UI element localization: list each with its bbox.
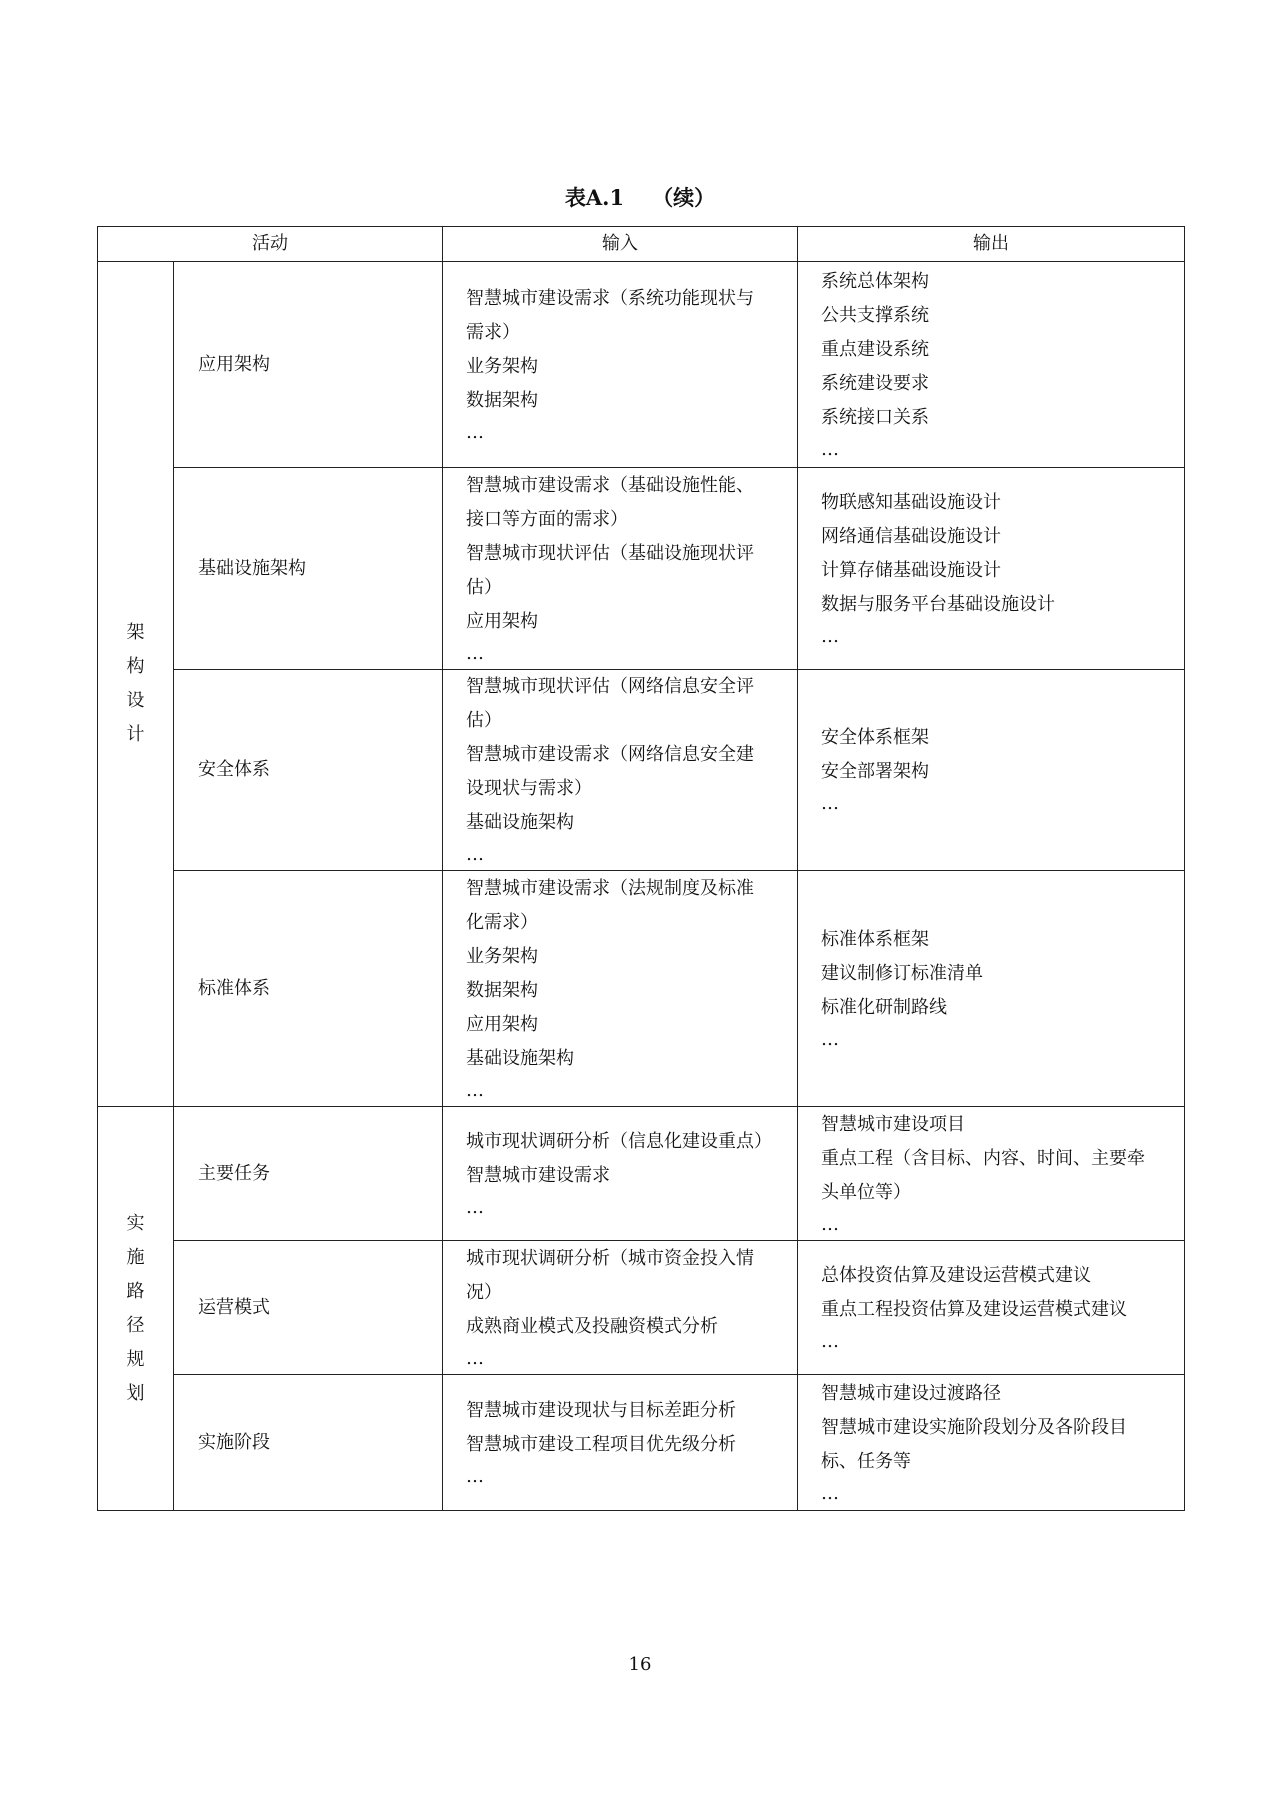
output-cell-line: 智慧城市建设过渡路径 — [821, 1382, 1001, 1404]
table-caption — [0, 183, 1280, 213]
input-cell — [443, 670, 798, 871]
output-cell-line: 标准化研制路线 — [821, 996, 947, 1018]
input-cell-line: 智慧城市现状评估（网络信息安全评 — [466, 676, 754, 697]
output-cell-line: 系统接口关系 — [821, 406, 929, 428]
input-cell-line: 应用架构 — [466, 610, 538, 632]
activity-cell: 安全体系 — [174, 670, 443, 871]
input-cell-line: 成熟商业模式及投融资模式分析 — [466, 1315, 718, 1337]
header-output: 输出 — [798, 227, 1185, 262]
output-cell — [798, 1375, 1185, 1511]
input-cell-line: 智慧城市建设工程项目优先级分析 — [466, 1433, 736, 1455]
category-char: 径 — [126, 1314, 145, 1336]
header-activity: 活动 — [98, 227, 443, 262]
input-cell-line: 业务架构 — [466, 945, 538, 967]
output-cell-line: 计算存储基础设施设计 — [821, 559, 1001, 581]
input-cell-line: … — [466, 1079, 482, 1101]
input-cell-line: 城市现状调研分析（信息化建设重点） — [466, 1130, 772, 1152]
table-row — [98, 670, 1185, 871]
input-cell — [443, 1107, 798, 1241]
table-body — [98, 262, 1185, 1511]
activity-cell: 主要任务 — [174, 1107, 443, 1241]
output-cell — [798, 468, 1185, 670]
activity-cell: 标准体系 — [174, 871, 443, 1107]
input-cell-line: 数据架构 — [466, 389, 538, 411]
table-caption-label: 表A.1 — [564, 185, 625, 210]
input-cell-line: 智慧城市建设现状与目标差距分析 — [466, 1399, 736, 1421]
input-cell-line: 接口等方面的需求） — [466, 508, 628, 530]
input-cell-line: … — [466, 1196, 482, 1218]
output-cell-line: … — [821, 1028, 837, 1050]
category-label — [127, 616, 145, 752]
input-cell — [443, 468, 798, 670]
table-row — [98, 1375, 1185, 1511]
output-cell-line: 头单位等） — [821, 1181, 911, 1203]
input-cell — [443, 1241, 798, 1375]
category-char: 划 — [126, 1382, 145, 1404]
header-input: 输入 — [443, 227, 798, 262]
table-caption-continuation: （续） — [652, 185, 716, 210]
output-cell-line: … — [821, 793, 837, 814]
output-cell-line: 标、任务等 — [821, 1450, 911, 1472]
input-cell-line: 基础设施架构 — [466, 1047, 574, 1069]
output-cell-line: 重点工程（含目标、内容、时间、主要牵 — [821, 1147, 1145, 1169]
output-cell — [798, 1107, 1185, 1241]
input-cell-line: 智慧城市建设需求（网络信息安全建 — [466, 744, 754, 765]
category-char: 路 — [126, 1280, 145, 1302]
output-cell-line: 安全部署架构 — [821, 761, 929, 782]
output-cell-line: 网络通信基础设施设计 — [821, 525, 1001, 547]
activity-cell: 基础设施架构 — [174, 468, 443, 670]
output-cell-line: 智慧城市建设实施阶段划分及各阶段目 — [821, 1416, 1127, 1438]
output-cell-line: 数据与服务平台基础设施设计 — [821, 593, 1055, 615]
table-row — [98, 468, 1185, 670]
input-cell-line: 智慧城市建设需求（系统功能现状与 — [466, 287, 754, 309]
output-cell-line: 标准体系框架 — [821, 928, 929, 950]
table-row — [98, 262, 1185, 468]
output-cell-line: 重点工程投资估算及建设运营模式建议 — [821, 1298, 1127, 1320]
output-cell-line: … — [821, 438, 837, 460]
output-cell — [798, 1241, 1185, 1375]
output-cell-line: 安全体系框架 — [821, 727, 929, 748]
output-cell — [798, 871, 1185, 1107]
table-header-row — [98, 227, 1185, 262]
input-cell-line: 需求） — [466, 321, 520, 343]
category-label — [127, 1207, 145, 1411]
page-number: 16 — [628, 1654, 652, 1675]
category-char: 施 — [126, 1246, 145, 1268]
input-cell-line: 设现状与需求） — [466, 778, 592, 799]
input-cell-line: 智慧城市现状评估（基础设施现状评 — [466, 542, 754, 564]
input-cell — [443, 1375, 798, 1511]
input-cell — [443, 871, 798, 1107]
category-char: 实 — [126, 1212, 145, 1234]
category-char: 架 — [126, 622, 145, 643]
category-char: 设 — [126, 690, 145, 711]
activity-cell: 应用架构 — [174, 262, 443, 468]
input-cell-line: 基础设施架构 — [466, 812, 574, 833]
input-cell-line: … — [466, 844, 482, 865]
activity-cell: 实施阶段 — [174, 1375, 443, 1511]
output-cell-line: 系统建设要求 — [821, 372, 929, 394]
output-cell-line: 总体投资估算及建设运营模式建议 — [821, 1264, 1091, 1286]
input-cell-line: 况） — [466, 1281, 502, 1303]
input-cell-line: … — [466, 1347, 482, 1369]
input-cell-line: … — [466, 642, 482, 664]
category-cell — [98, 262, 174, 1107]
input-cell-line: 智慧城市建设需求 — [466, 1164, 610, 1186]
input-cell-line: … — [466, 1465, 482, 1487]
output-cell — [798, 670, 1185, 871]
input-cell-line: 估） — [466, 710, 502, 731]
input-cell-line: 化需求） — [466, 911, 538, 933]
output-cell-line: 物联感知基础设施设计 — [821, 491, 1001, 513]
input-cell-line: 业务架构 — [466, 355, 538, 377]
table-row — [98, 1107, 1185, 1241]
activity-cell: 运营模式 — [174, 1241, 443, 1375]
output-cell-line: 重点建设系统 — [821, 338, 929, 360]
output-cell-line: … — [821, 1330, 837, 1352]
input-cell — [443, 262, 798, 468]
output-cell-line: … — [821, 1482, 837, 1504]
input-cell-line: 估） — [466, 576, 502, 598]
category-char: 计 — [126, 724, 145, 745]
category-char: 规 — [126, 1348, 145, 1370]
table-row — [98, 871, 1185, 1107]
activity-table — [97, 226, 1185, 1511]
output-cell-line: 智慧城市建设项目 — [821, 1113, 965, 1135]
input-cell-line: 智慧城市建设需求（法规制度及标准 — [466, 877, 754, 899]
category-char: 构 — [126, 656, 145, 677]
output-cell — [798, 262, 1185, 468]
output-cell-line: 建议制修订标准清单 — [821, 962, 983, 984]
input-cell-line: 城市现状调研分析（城市资金投入情 — [466, 1247, 754, 1269]
output-cell-line: … — [821, 625, 837, 647]
input-cell-line: 应用架构 — [466, 1013, 538, 1035]
input-cell-line: … — [466, 421, 482, 443]
category-cell — [98, 1107, 174, 1511]
output-cell-line: 系统总体架构 — [821, 270, 929, 292]
input-cell-line: 数据架构 — [466, 979, 538, 1001]
table-row — [98, 1241, 1185, 1375]
output-cell-line: 公共支撑系统 — [821, 304, 929, 326]
input-cell-line: 智慧城市建设需求（基础设施性能、 — [466, 474, 754, 496]
output-cell-line: … — [821, 1213, 837, 1235]
